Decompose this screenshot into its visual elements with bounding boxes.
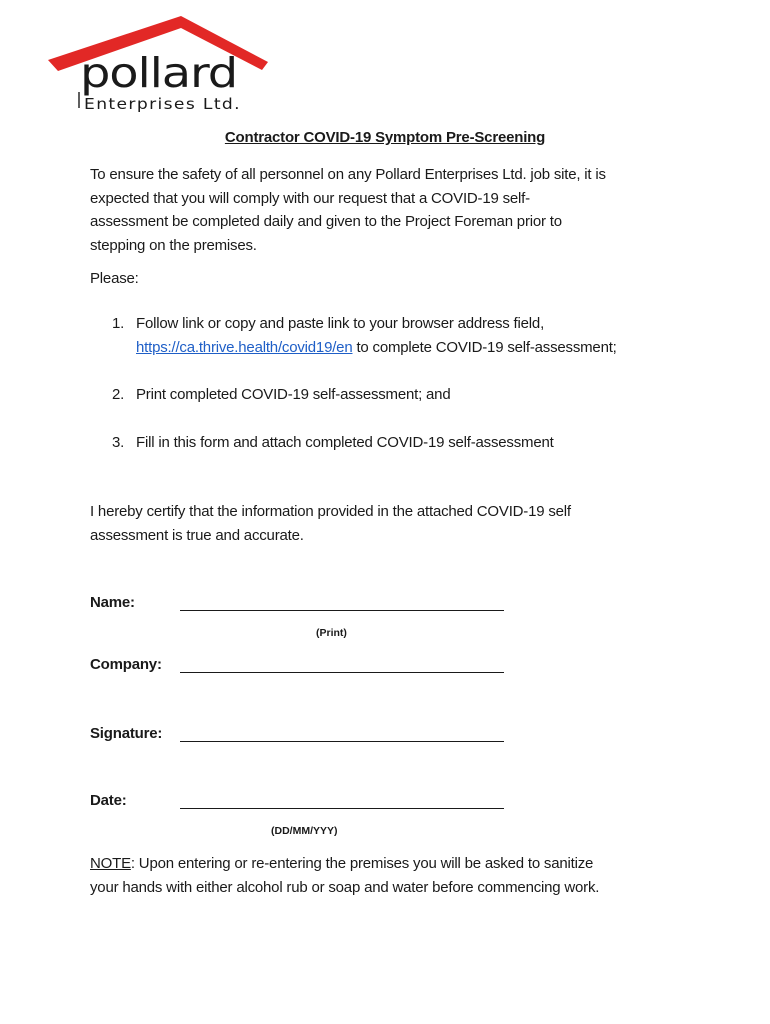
logo-wordmark: pollard: [80, 49, 237, 97]
certify-line: I hereby certify that the information provided in the attached COVID-19 self: [90, 503, 571, 520]
intro-line: stepping on the premises.: [90, 236, 257, 254]
name-field[interactable]: [180, 610, 504, 611]
note-label: NOTE: [90, 855, 131, 872]
date-hint: (DD/MM/YYY): [271, 825, 338, 837]
form-title: Contractor COVID-19 Symptom Pre-Screening: [224, 129, 546, 146]
step-text: Print completed COVID-19 self-assessment; and: [136, 386, 451, 403]
signature-label: Signature:: [90, 725, 163, 742]
company-label: Company:: [90, 656, 162, 673]
note-paragraph: [90, 852, 680, 899]
intro-line: expected that you will comply with our request that a COVID-19 self-: [90, 189, 530, 207]
intro-line: assessment be completed daily and given to the Project Foreman prior to: [90, 213, 562, 230]
list-number: 3.: [112, 434, 125, 451]
note-text: your hands with either alcohol rub or soap and water before commencing work.: [90, 878, 600, 896]
list-number: 2.: [112, 386, 125, 403]
pollard-logo-graphic: [44, 14, 274, 114]
name-hint: (Print): [316, 627, 347, 639]
step-text: Follow link or copy and paste link to your browser address field,: [136, 315, 545, 332]
covid-assessment-link[interactable]: https://ca.thrive.health/covid19/en: [136, 338, 353, 356]
company-field[interactable]: [180, 672, 504, 673]
intro-paragraph: [90, 163, 680, 257]
date-field[interactable]: [180, 808, 504, 809]
step-text: Fill in this form and attach completed COVID-19 self-assessment: [136, 434, 554, 451]
step-text-cont: to complete COVID-19 self-assessment;: [352, 338, 617, 356]
list-number: 1.: [112, 315, 125, 332]
note-text: : Upon entering or re-entering the premises you will be asked to sanitize: [130, 855, 594, 872]
name-label: Name:: [90, 594, 135, 611]
please-label: Please:: [90, 270, 139, 287]
certify-paragraph: [90, 500, 680, 547]
certify-line: assessment is true and accurate.: [90, 526, 304, 544]
logo-subtitle: Enterprises Ltd.: [84, 95, 241, 113]
pollard-logo: [44, 14, 274, 114]
date-label: Date:: [90, 792, 127, 809]
intro-line: To ensure the safety of all personnel on any Pollard Enterprises Ltd. job site, it is: [90, 166, 606, 183]
signature-field[interactable]: [180, 741, 504, 742]
